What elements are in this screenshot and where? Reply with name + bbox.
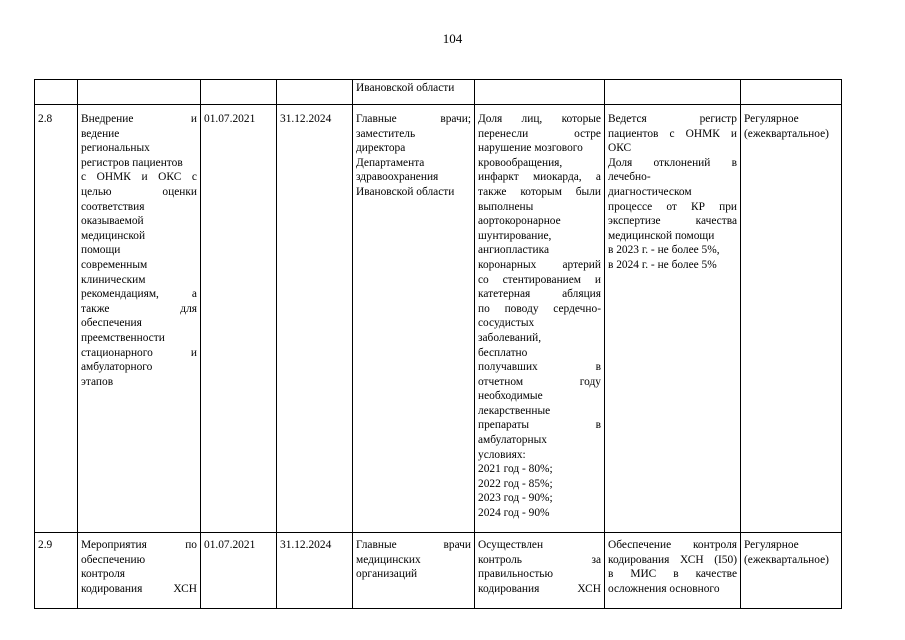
row-indicator: Осуществлен контроль за правильностью кодирования ХСН [475,533,605,609]
cell-result [605,80,741,105]
row-num: 2.8 [35,105,78,533]
cell-name [78,80,201,105]
row-name: Внедрение и ведение региональных регистров пациентов с ОНМК и ОКС с целью оценки соответствия оказываемой медицинской помощи современным клиническим рекомендациям, а также для обеспечения преемственности стационарного и амбулаторного этапов [78,105,201,533]
page-number: 104 [442,31,463,46]
row-responsible: Главные врачи; заместитель директора Департамента здравоохранения Ивановской области [353,105,475,533]
row-name: Мероприятия по обеспечению контроля кодирования ХСН [78,533,201,609]
row-periodicity: Регулярное (ежеквартальное) [741,533,842,609]
row-num: 2.9 [35,533,78,609]
row-start-date: 01.07.2021 [201,533,277,609]
cell-end [277,80,353,105]
row-indicator: Доля лиц, которые перенесли остре нарушение мозгового кровообращения, инфаркт миокарда, а также которым были выполнены аортокоронарное шунтирование, ангиопластика коронарных артерий со стентированием и катетерная абляция по поводу сердечно- сосудистых заболеваний, бесплатно получавших в отчетном году необходимые лекарственные препараты в амбулаторных условиях: 2021 год - 80%; 2022 год - 85%; 2023 год - 90%; 2024 год - 90% [475,105,605,533]
row-start-date: 01.07.2021 [201,105,277,533]
table-row-continuation [35,80,842,105]
plan-table [34,79,842,609]
row-end-date: 31.12.2024 [277,533,353,609]
cell-start [201,80,277,105]
row-result: Ведется регистр пациентов с ОНМК и ОКС Доля отклонений в лечебно- диагностическом процессе от КР при экспертизе качества медицинской помощи в 2023 г. - не более 5%, в 2024 г. - не более 5% [605,105,741,533]
cell-indicator [475,80,605,105]
cell-num [35,80,78,105]
row-responsible: Главные врачи медицинских организаций [353,533,475,609]
row-periodicity: Регулярное (ежеквартальное) [741,105,842,533]
table-row [35,533,842,609]
row-end-date: 31.12.2024 [277,105,353,533]
cell-responsible: Ивановской области [353,80,475,105]
table-row [35,105,842,533]
row-result: Обеспечение контроля кодирования ХСН (I50) в МИС в качестве осложнения основного [605,533,741,609]
cell-periodicity [741,80,842,105]
